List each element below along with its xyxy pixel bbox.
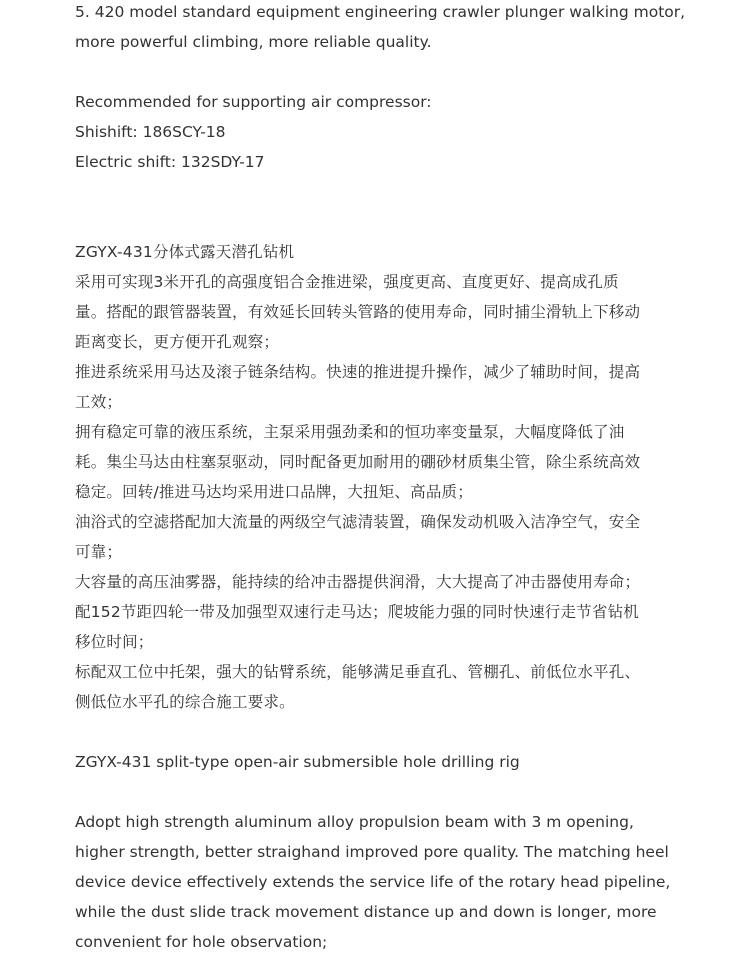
chinese-paragraph-line: 拥有稳定可靠的液压系统，主泵采用强劲柔和的恒功率变量泵，大幅度降低了油 [75,423,625,441]
section-420-features [75,0,715,177]
english-paragraph-line: Adopt high strength aluminum alloy propulsion beam with 3 m opening, [75,813,634,831]
spacer [75,57,715,87]
chinese-paragraph-line: 量。搭配的跟管器装置，有效延长回转头管路的使用寿命，同时捕尘滑轨上下移动 [75,303,641,321]
chinese-paragraph-line: 配152节距四轮一带及加强型双速行走马达；爬坡能力强的同时快速行走节省钻机 [75,603,639,621]
chinese-paragraph-line: 可靠； [75,543,123,561]
english-paragraph-line: while the dust slide track movement distance up and down is longer, more [75,903,657,921]
spacer [75,777,715,807]
spacer [75,717,715,747]
article-content [75,0,715,957]
chinese-paragraph-line: 大容量的高压油雾器，能持续的给冲击器提供润滑，大大提高了冲击器使用寿命； [75,573,641,591]
english-paragraph-line: higher strength, better straighand improved pore quality. The matching heel [75,843,669,861]
section-431-english-title: ZGYX-431 split-type open-air submersible hole drilling rig [75,753,520,771]
section-431-chinese [75,237,715,717]
english-paragraph-line: convenient for hole observation; [75,933,328,951]
section-431-chinese-title: ZGYX-431分体式露天潜孔钻机 [75,243,295,261]
feature-5-line-2: more powerful climbing, more reliable quality. [75,33,432,51]
electric-shift-model: Electric shift: 132SDY-17 [75,153,265,171]
chinese-paragraph-line: 距离变长，更方便开孔观察； [75,333,280,351]
chinese-paragraph-line: 工效； [75,393,123,411]
chinese-paragraph-line: 采用可实现3米开孔的高强度铝合金推进梁，强度更高、直度更好、提高成孔质 [75,273,619,291]
chinese-paragraph-line: 侧低位水平孔的综合施工要求。 [75,693,295,711]
recommended-compressor-label: Recommended for supporting air compressor: [75,93,432,111]
spacer [75,177,715,207]
section-431-english [75,747,715,957]
chinese-paragraph-line: 推进系统采用马达及滚子链条结构。快速的推进提升操作，减少了辅助时间，提高 [75,363,641,381]
chinese-paragraph-line: 耗。集尘马达由柱塞泵驱动，同时配备更加耐用的硼砂材质集尘管，除尘系统高效 [75,453,641,471]
chinese-paragraph-line: 油浴式的空滤搭配加大流量的两级空气滤清装置，确保发动机吸入洁净空气，安全 [75,513,641,531]
feature-5-line-1: 5. 420 model standard equipment engineering crawler plunger walking motor, [75,3,686,21]
chinese-paragraph-line: 标配双工位中托架，强大的钻臂系统，能够满足垂直孔、管棚孔、前低位水平孔、 [75,663,641,681]
chinese-paragraph-line: 移位时间； [75,633,154,651]
shishift-model: Shishift: 186SCY-18 [75,123,226,141]
spacer [75,207,715,237]
chinese-paragraph-line: 稳定。回转/推进马达均采用进口品牌，大扭矩、高品质； [75,483,473,501]
english-paragraph-line: device device effectively extends the service life of the rotary head pipeline, [75,873,671,891]
